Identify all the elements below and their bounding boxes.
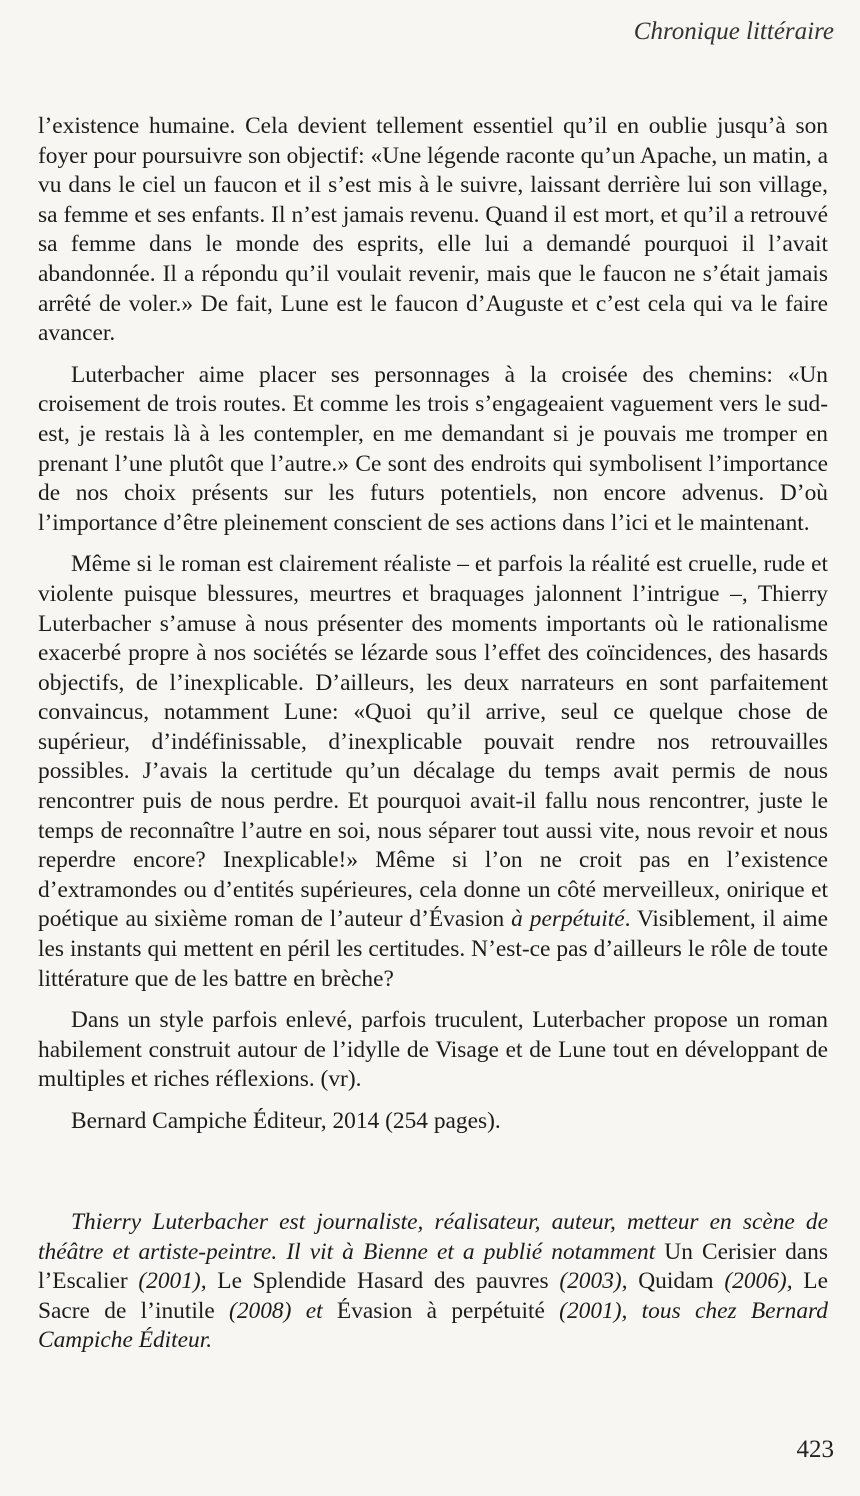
paragraph-4: Dans un style parfois enlevé, parfois truculent, Luterbacher propose un roman habilement construit autour de l’idylle de Visage et de Lune tout en développant de multiples et riches réflexions. (vr).: [38, 1007, 828, 1093]
bio-year-2: (2003),: [559, 1268, 628, 1295]
paragraph-3-text: Même si le roman est clairement réaliste – et parfois la réalité est cruelle, rude et violente puisque blessures, meurtres et braquages jalonnent l’intrigue –, Thierry Luterbacher s’amuse à nous présenter des moments importants où le rationalisme exacerbé propre à nos sociétés se lézarde sous l’effet des coïncidences, des hasards objectifs, de l’inexplicable. D’ailleurs, les deux narrateurs en sont parfaitement convaincus, notamment Lune: «Quoi qu’il arrive, seul ce quelque chose de supérieur, d’indéfinissable, d’inexplicable pouvait rendre nos retrouvailles possibles. J’avais la certitude qu’un décalage du temps avait permis de nous rencontrer puis de nous perdre. Et pourquoi avait-il fallu nous rencontrer, juste le temps de reconnaître l’autre en soi, nous séparer tout aussi vite, nous revoir et nous reperdre encore? Inexplicable!» Même si l’on ne croit pas en l’existence d’extramondes ou d’entités supérieures, cela donne un côté merveilleux, onirique et poétique au sixième roman de l’auteur d’Évasion: [38, 551, 828, 933]
page-number: 423: [796, 1436, 834, 1463]
bio-year-3: (2006),: [724, 1268, 793, 1295]
bio-year-4: (2008) et: [229, 1297, 323, 1324]
paragraph-2: Luterbacher aime placer ses personnages à la croisée des chemins: «Un croisement de trois routes. Et comme les trois s’engageaient vaguement vers le sud-est, je restais là à les contempler, en me demandant si je pouvais me tromper en prenant l’une plutôt que l’autre.» Ce sont des endroits qui symbolisent l’importance de nos choix présents sur les futurs potentiels, non encore advenus. D’où l’importance d’être pleinement conscient de ses actions dans l’ici et le maintenant.: [38, 361, 828, 536]
article-body: [38, 112, 828, 1149]
paragraph-3: [38, 550, 828, 994]
bio-title-4: Le Sacre de l’inutile: [38, 1268, 828, 1324]
bio-year-1: (2001),: [138, 1268, 207, 1295]
bio-title-1: Un Cerisier dans l’Escalier: [38, 1238, 828, 1295]
bio-year-5: (2001), tous chez Bernard Campiche Éditeur.: [38, 1297, 828, 1354]
bio-intro: Thierry Luterbacher est journaliste, réalisateur, auteur, metteur en scène de théâtre et artiste-peintre. Il vit à Bienne et a publié notamment: [38, 1209, 828, 1265]
bio-title-2: Le Splendide Hasard des pauvres: [206, 1268, 560, 1295]
bio-title-3: Quidam: [627, 1268, 725, 1295]
running-title: Chronique littéraire: [633, 18, 834, 45]
bio-title-5: Évasion à perpétuité: [322, 1297, 560, 1324]
author-bio: [38, 1208, 828, 1356]
paragraph-3-italic-title: à perpétuité: [511, 906, 625, 933]
paragraph-1: l’existence humaine. Cela devient tellement essentiel qu’il en oublie jusqu’à son foyer pour poursuivre son objectif: «Une légende raconte qu’un Apache, un matin, a vu dans le ciel un faucon et il s’est mis à le suivre, laissant derrière lui son village, sa femme et ses enfants. Il n’est jamais revenu. Quand il est mort, et qu’il a retrouvé sa femme dans le monde des esprits, elle lui a demandé pourquoi il l’avait abandonnée. Il a répondu qu’il voulait revenir, mais que le faucon ne s’était jamais arrêté de voler.» De fait, Lune est le faucon d’Auguste et c’est cela qui va le faire avancer.: [38, 113, 828, 347]
paragraph-3-end: . Visiblement, il aime les instants qui mettent en péril les certitudes. N’est-ce pas d’ailleurs le rôle de toute littérature que de les battre en brèche?: [38, 906, 829, 992]
publisher-line: Bernard Campiche Éditeur, 2014 (254 pages).: [71, 1108, 501, 1134]
